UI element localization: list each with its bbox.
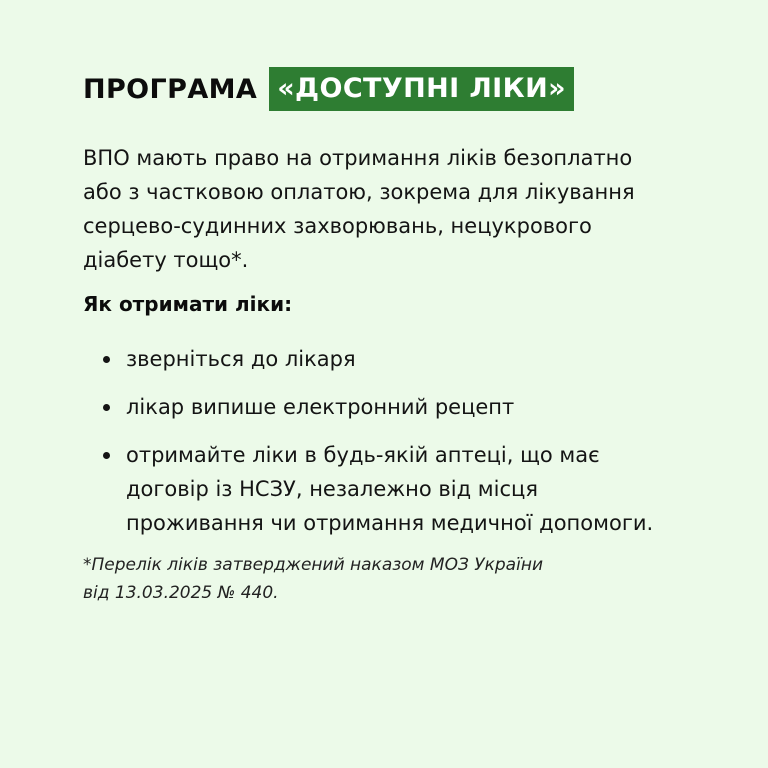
title-program-name-highlight: «ДОСТУПНІ ЛІКИ» bbox=[269, 67, 574, 111]
bullet-icon bbox=[103, 404, 110, 411]
footnote bbox=[83, 551, 703, 607]
step-text-line: проживання чи отримання медичної допомоги. bbox=[126, 511, 654, 535]
intro-line: діабету тощо*. bbox=[83, 248, 249, 272]
how-to-heading: Як отримати ліки: bbox=[83, 292, 293, 316]
intro-line: або з частковою оплатою, зокрема для лікування bbox=[83, 180, 635, 204]
list-item-step-1 bbox=[83, 342, 723, 376]
step-text: зверніться до лікаря bbox=[126, 347, 356, 371]
step-text-line: договір із НСЗУ, незалежно від місця bbox=[126, 477, 538, 501]
page-title bbox=[83, 67, 574, 111]
step-text: лікар випише електронний рецепт bbox=[126, 395, 515, 419]
footnote-line: *Перелік ліків затверджений наказом МОЗ України bbox=[83, 555, 543, 575]
bullet-icon bbox=[103, 452, 110, 459]
intro-line: серцево-судинних захворювань, нецукрового bbox=[83, 214, 592, 238]
title-program-label: ПРОГРАМА bbox=[83, 73, 258, 105]
steps-list bbox=[83, 342, 723, 540]
intro-line: ВПО мають право на отримання ліків безоплатно bbox=[83, 146, 633, 170]
bullet-icon bbox=[103, 356, 110, 363]
list-item-step-3 bbox=[83, 438, 723, 540]
intro-paragraph bbox=[83, 141, 723, 277]
footnote-line: від 13.03.2025 № 440. bbox=[83, 583, 279, 603]
list-item-step-2 bbox=[83, 390, 723, 424]
step-text-line: отримайте ліки в будь-якій аптеці, що має bbox=[126, 443, 600, 467]
